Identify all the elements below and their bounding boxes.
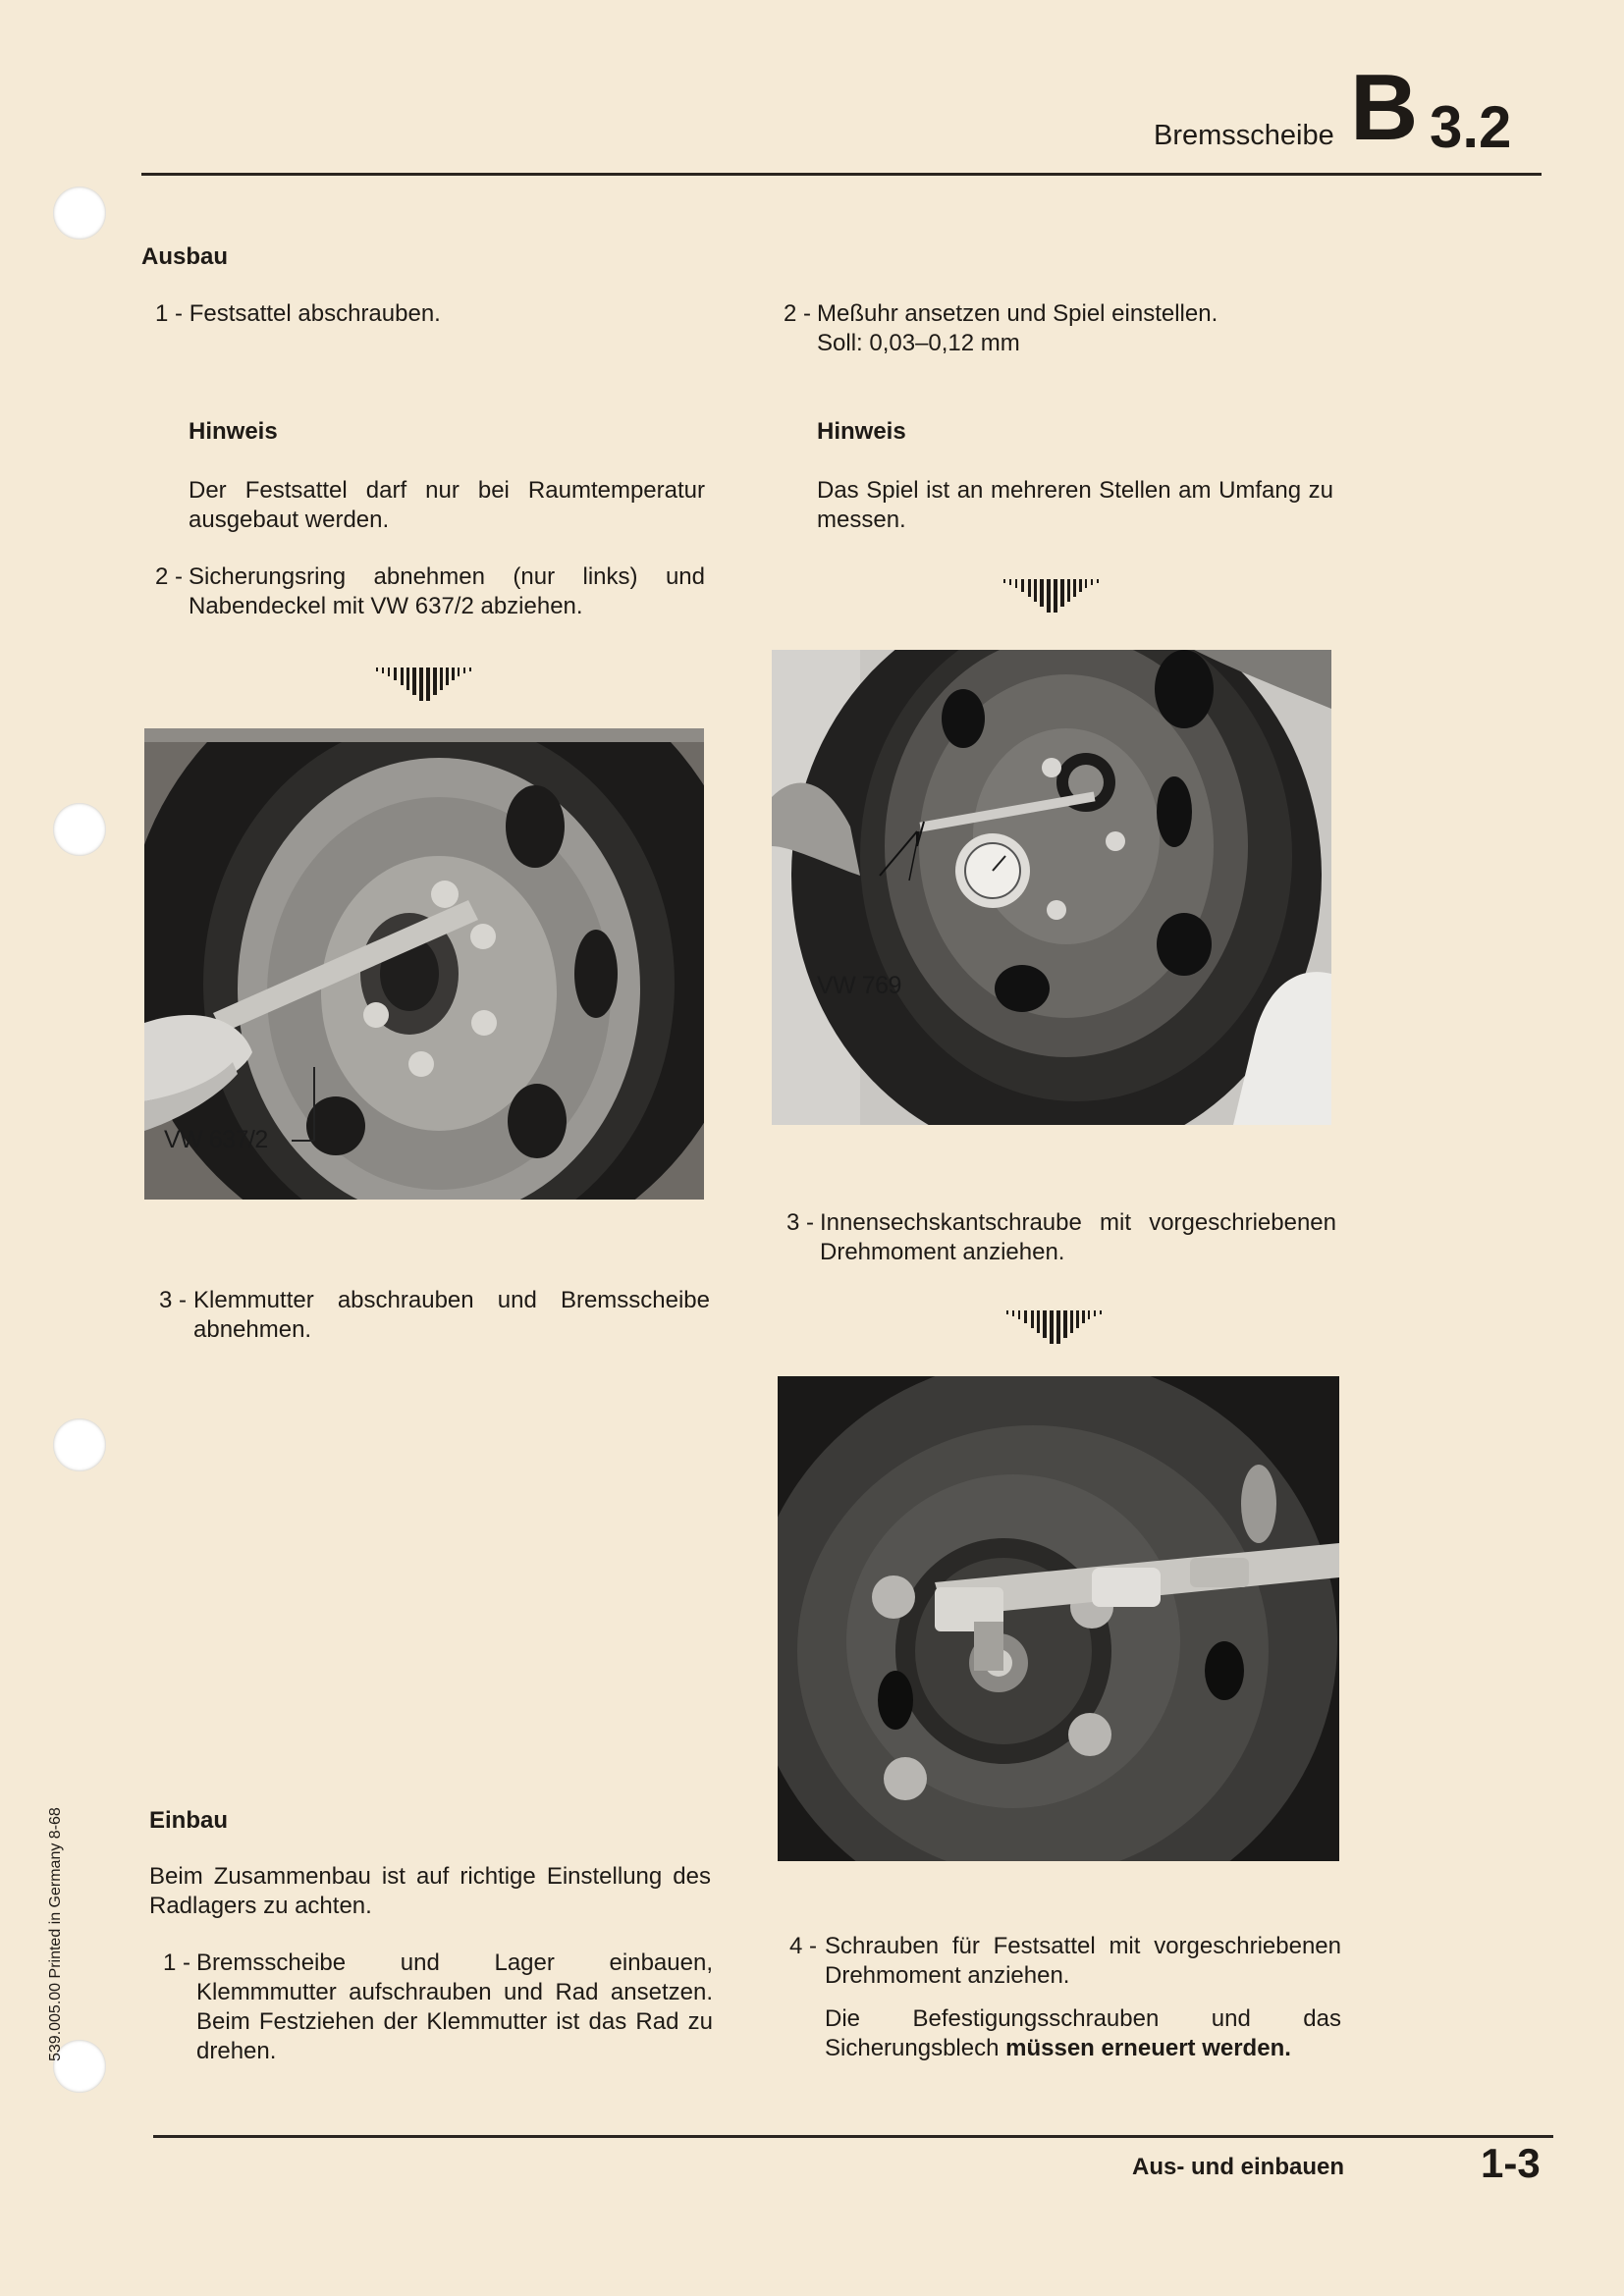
step-number: 3 - — [159, 1287, 188, 1313]
down-arrow-icon — [376, 667, 474, 705]
hinweis1-text: Der Festsattel darf nur bei Raumtemperatur ausgebaut werden. — [189, 477, 705, 533]
photo-dial-gauge — [772, 650, 1331, 1125]
step-number: 1 - — [163, 1949, 191, 1976]
photo1-label: VW 637/2 — [164, 1126, 268, 1153]
step4-note — [825, 2004, 1341, 2063]
section-number: 3.2 — [1430, 94, 1512, 160]
section-letter: B — [1350, 55, 1417, 160]
hinweis2-text: Das Spiel ist an mehreren Stellen am Umfang zu messen. — [817, 477, 1333, 533]
down-arrow-icon — [1006, 1310, 1105, 1348]
binder-hole-3 — [53, 1418, 106, 1471]
step-number: 3 - — [786, 1209, 815, 1236]
step-text: Schrauben für Festsattel mit vorgeschriebenen Drehmoment anziehen. — [825, 1933, 1341, 1989]
step-text: Klemmutter abschrauben und Bremsscheibe abnehmen. — [193, 1287, 710, 1343]
section-title: Bremsscheibe — [1154, 120, 1334, 151]
binder-hole-2 — [53, 803, 106, 856]
step-number: 1 - — [155, 300, 184, 327]
step-text: Bremsscheibe und Lager einbauen, Klemmmutter aufschrauben und Rad ansetzen. Beim Festziehen der Klemmutter ist das Rad zu drehen. — [196, 1949, 713, 2064]
binder-hole-1 — [53, 187, 106, 240]
photo-torque-wrench — [778, 1376, 1339, 1861]
step-text-line2: Soll: 0,03–0,12 mm — [817, 330, 1020, 356]
footer-side-text: 539.005.00 Printed in Germany 8-68 — [47, 1807, 64, 2061]
page-number: 1-3 — [1481, 2140, 1541, 2186]
step-text: Sicherungsring abnehmen (nur links) und Nabendeckel mit VW 637/2 abziehen. — [189, 563, 705, 619]
photo-torque-wrench-image — [778, 1376, 1339, 1861]
einbau-heading: Einbau — [149, 1807, 229, 1834]
photo-hub-cap-removal — [144, 728, 704, 1200]
step4-note-text: Die Befestigungsschrauben und das Sicherungsblech — [825, 2005, 1341, 2061]
left-step1 — [155, 299, 705, 329]
page-header — [137, 55, 1542, 177]
step-number: 4 - — [789, 1933, 818, 1959]
header-rule — [141, 173, 1542, 176]
step-text: Festsattel abschrauben. — [189, 300, 441, 327]
step4-note-emphasis: müssen erneuert werden. — [1005, 2035, 1291, 2061]
hinweis2-heading: Hinweis — [817, 418, 906, 445]
step-number: 2 - — [784, 300, 812, 327]
step-text-line1: Meßuhr ansetzen und Spiel einstellen. — [817, 300, 1218, 327]
photo2-label: VW 769 — [817, 972, 901, 999]
footer-rule — [153, 2135, 1553, 2138]
ausbau-heading: Ausbau — [141, 243, 229, 270]
photo-dial-gauge-image — [772, 650, 1331, 1125]
down-arrow-icon — [1003, 579, 1102, 616]
step-text: Innensechskantschraube mit vorgeschriebenen Drehmoment anziehen. — [820, 1209, 1336, 1265]
footer-section-label: Aus- und einbauen — [1132, 2154, 1344, 2180]
step-number: 2 - — [155, 563, 184, 590]
einbau-intro: Beim Zusammenbau ist auf richtige Einstellung des Radlagers zu achten. — [149, 1863, 711, 1919]
hinweis1-heading: Hinweis — [189, 418, 278, 445]
